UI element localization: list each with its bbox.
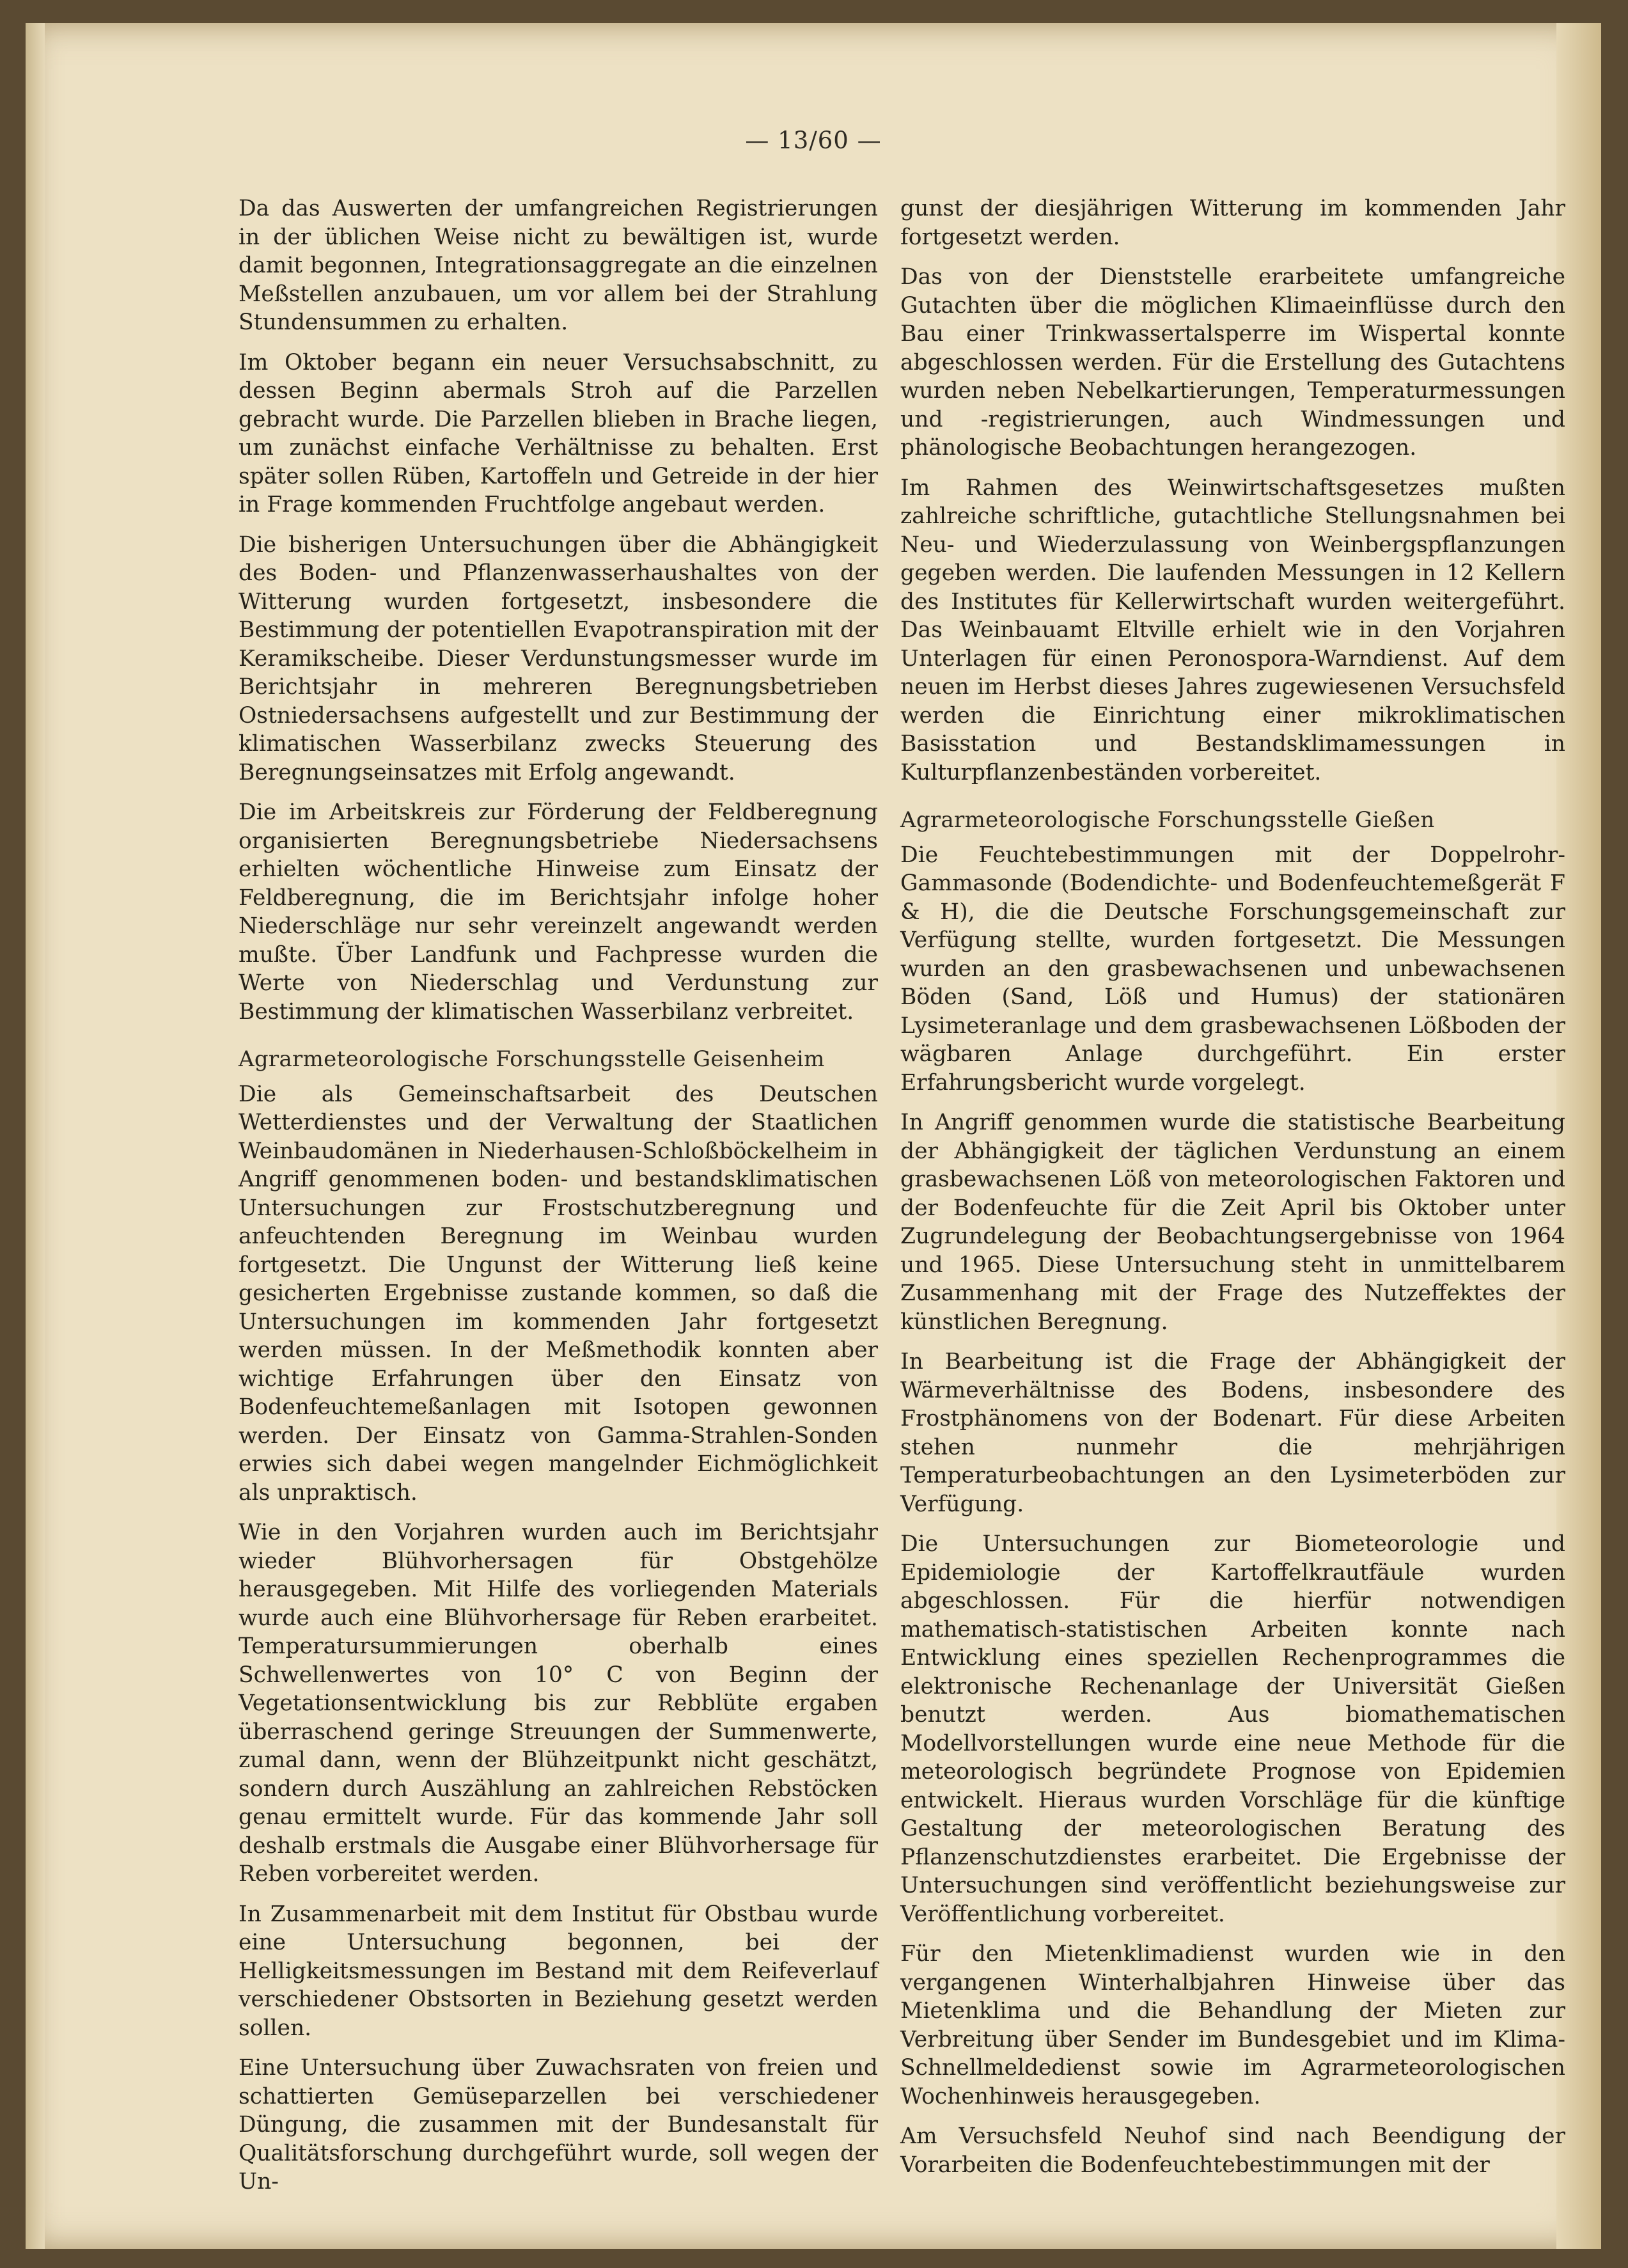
page-number: — 13/60 — bbox=[745, 127, 882, 154]
paragraph: Eine Untersuchung über Zuwachsraten von freien und schattierten Gemüseparzellen bei verschiedener Düngung, die zusammen mit der Bundesanstalt für Qualitätsforschung durchgeführt wurde, soll wegen der Un- bbox=[239, 2055, 878, 2194]
paragraph: Für den Mietenklimadienst wurden wie in den vergangenen Winterhalbjahren Hinweise über das Mietenklima und die Behandlung der Mieten zur Verbreitung über Sender im Bundesgebiet und im Klima-Schnellmeldedienst sowie im Agrarmeteorologischen Wochenhinweis herausgegeben. bbox=[900, 1941, 1565, 2109]
paragraph: Die Feuchtebestimmungen mit der Doppelrohr-Gammasonde (Bodendichte- und Bodenfeuchtemeßgerät F & H), die die Deutsche Forschungsgemeinschaft zur Verfügung stellte, wurden fortgesetzt. Die Messungen wurden an den grasbewachsenen und unbewachsenen Böden (Sand, Löß und Humus) der stationären Lysimeteranlage und dem grasbewachsenen Lößboden der wägbaren Anlage durchgeführt. Ein erster Erfahrungsbericht wurde vorgelegt. bbox=[900, 842, 1565, 1096]
paragraph: Wie in den Vorjahren wurden auch im Berichtsjahr wieder Blühvorhersagen für Obstgehölze herausgegeben. Mit Hilfe des vorliegenden Materials wurde auch eine Blühvorhersage für Reben erarbeitet. Temperatursummierungen oberhalb eines Schwellenwertes von 10° C von Beginn der Vegetationsentwicklung bis zur Rebblüte ergaben überraschend geringe Streuungen der Summenwerte, zumal dann, wenn der Blühzeitpunkt nicht geschätzt, sondern durch Auszählung an zahlreichen Rebstöcken genau ermittelt wurde. Für das kommende Jahr soll deshalb erstmals die Ausgabe einer Blühvorhersage für Reben vorbereitet werden. bbox=[239, 1520, 878, 1887]
paragraph: In Zusammenarbeit mit dem Institut für Obstbau wurde eine Untersuchung begonnen, bei der Helligkeitsmessungen im Bestand mit dem Reifeverlauf verschiedener Obstsorten in Beziehung gesetzt werden sollen. bbox=[239, 1901, 878, 2041]
page-left-edge bbox=[26, 23, 45, 2249]
paragraph: Die bisherigen Untersuchungen über die Abhängigkeit des Boden- und Pflanzenwasserhaushaltes von der Witterung wurden fortgesetzt, insbesondere die Bestimmung der potentiellen Evapotranspiration mit der Keramikscheibe. Dieser Verdunstungsmesser wurde im Berichtsjahr in mehreren Beregnungsbetrieben Ostniedersachsens aufgestellt und zur Bestimmung der klimatischen Wasserbilanz zwecks Steuerung des Beregnungseinsatzes mit Erfolg angewandt. bbox=[239, 532, 878, 785]
paragraph: Die als Gemeinschaftsarbeit des Deutschen Wetterdienstes und der Verwaltung der Staatlichen Weinbaudomänen in Niederhausen-Schloßböckelheim in Angriff genommenen boden- und bestandsklimatischen Untersuchungen zur Frostschutzberegnung und anfeuchtenden Beregnung im Weinbau wurden fortgesetzt. Die Ungunst der Witterung ließ keine gesicherten Ergebnisse zustande kommen, so daß die Untersuchungen im kommenden Jahr fortgesetzt werden müssen. In der Meßmethodik konnten aber wichtige Erfahrungen über den Einsatz von Bodenfeuchtemeßanlagen mit Isotopen gewonnen werden. Der Einsatz von Gamma-Strahlen-Sonden erwies sich dabei wegen mangelnder Eichmöglichkeit als unpraktisch. bbox=[239, 1081, 878, 1506]
paragraph: Im Oktober begann ein neuer Versuchsabschnitt, zu dessen Beginn abermals Stroh auf die Parzellen gebracht wurde. Die Parzellen blieben in Brache liegen, um zunächst einfache Verhältnisse zu behalten. Erst später sollen Rüben, Kartoffeln und Getreide in der hier in Frage kommenden Fruchtfolge angebaut werden. bbox=[239, 349, 878, 517]
paragraph: Im Rahmen des Weinwirtschaftsgesetzes mußten zahlreiche schriftliche, gutachtliche Stellungsnahmen bei Neu- und Wiederzulassung von Weinbergspflanzungen gegeben werden. Die laufenden Messungen in 12 Kellern des Institutes für Kellerwirtschaft wurden weitergeführt. Das Weinbauamt Eltville erhielt wie in den Vorjahren Unterlagen für einen Peronospora-Warndienst. Auf dem neuen im Herbst dieses Jahres zugewiesenen Versuchsfeld werden die Einrichtung einer mikroklimatischen Basisstation und Bestandsklimamessungen in Kulturpflanzenbeständen vorbereitet. bbox=[900, 475, 1565, 785]
paragraph: gunst der diesjährigen Witterung im kommenden Jahr fortgesetzt werden. bbox=[900, 196, 1565, 250]
paragraph: Am Versuchsfeld Neuhof sind nach Beendigung der Vorarbeiten die Bodenfeuchtebestimmungen mit der bbox=[900, 2123, 1565, 2178]
section-heading: Agrarmeteorologische Forschungsstelle Geisenheim bbox=[239, 1046, 825, 1072]
paragraph: Die Untersuchungen zur Biometeorologie und Epidemiologie der Kartoffelkrautfäule wurden abgeschlossen. Für die hierfür notwendigen mathematisch-statistischen Arbeiten konnte nach Entwicklung eines speziellen Rechenprogrammes die elektronische Rechenanlage der Universität Gießen benutzt werden. Aus biomathematischen Modellvorstellungen wurde eine neue Methode für die meteorologisch begründete Prognose von Epidemien entwickelt. Hieraus wurden Vorschläge für die künftige Gestaltung der meteorologischen Beratung des Pflanzenschutzdienstes erarbeitet. Die Ergebnisse der Untersuchungen sind veröffentlicht beziehungsweise zur Veröffentlichung vorbereitet. bbox=[900, 1531, 1565, 1927]
paragraph: Das von der Dienststelle erarbeitete umfangreiche Gutachten über die möglichen Klimaeinflüsse durch den Bau einer Trinkwassertalsperre im Wispertal konnte abgeschlossen werden. Für die Erstellung des Gutachtens wurden neben Nebelkartierungen, Temperaturmessungen und -registrierungen, auch Windmessungen und phänologische Beobachtungen herangezogen. bbox=[900, 264, 1565, 461]
section-heading: Agrarmeteorologische Forschungsstelle Gießen bbox=[900, 807, 1435, 833]
paragraph: In Bearbeitung ist die Frage der Abhängigkeit der Wärmeverhältnisse des Bodens, insbesondere des Frostphänomens von der Bodenart. Für diese Arbeiten stehen nunmehr die mehrjährigen Temperaturbeobachtungen an den Lysimeterböden zur Verfügung. bbox=[900, 1349, 1565, 1517]
left-column bbox=[239, 194, 878, 2208]
paragraph: Da das Auswerten der umfangreichen Registrierungen in der üblichen Weise nicht zu bewältigen ist, wurde damit begonnen, Integrationsaggregate an die einzelnen Meßstellen anzubauen, um vor allem bei der Strahlung Stundensummen zu erhalten. bbox=[239, 196, 878, 335]
document-page bbox=[26, 23, 1601, 2249]
right-column bbox=[900, 194, 1565, 2191]
paragraph: Die im Arbeitskreis zur Förderung der Feldberegnung organisierten Beregnungsbetriebe Niedersachsens erhielten wöchentliche Hinweise zum Einsatz der Feldberegnung, die im Berichtsjahr infolge hoher Niederschläge nur sehr vereinzelt angewandt werden mußte. Über Landfunk und Fachpresse wurden die Werte von Niederschlag und Verdunstung zur Bestimmung der klimatischen Wasserbilanz verbreitet. bbox=[239, 799, 878, 1025]
paragraph: In Angriff genommen wurde die statistische Bearbeitung der Abhängigkeit der täglichen Verdunstung an einem grasbewachsenen Löß von meteorologischen Faktoren und der Bodenfeuchte für die Zeit April bis Oktober unter Zugrundelegung der Beobachtungsergebnisse von 1964 und 1965. Diese Untersuchung steht in unmittelbarem Zusammenhang mit der Frage des Nutzeffektes der künstlichen Beregnung. bbox=[900, 1110, 1565, 1335]
